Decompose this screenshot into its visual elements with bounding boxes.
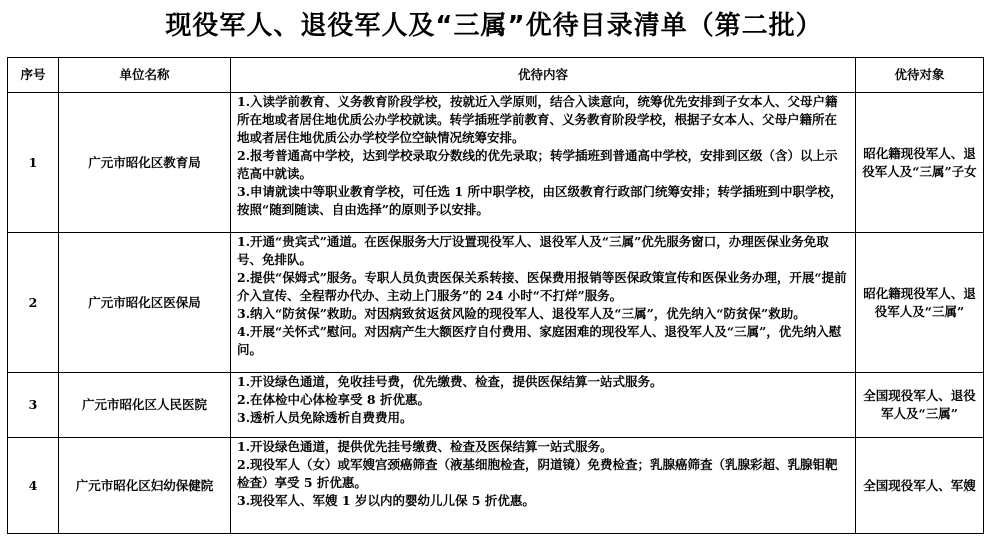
benefit-item: 3.纳入“防贫保”救助。对因病致贫返贫风险的现役军人、退役军人及“三属”，优先纳入“防贫保”救助。 [237,306,806,321]
row-number: 4 [8,438,59,534]
table-row [8,373,984,438]
benefit-content [231,93,856,233]
benefit-target: 昭化籍现役军人、退役军人及“三属” [856,233,984,373]
benefit-item: 2.报考普通高中学校，达到学校录取分数线的优先录取；转学插班到普通高中学校，安排到区级（含）以上示范高中就读。 [237,148,838,181]
table-header-row [8,58,984,93]
benefit-item: 1.开设绿色通道，免收挂号费，优先缴费、检查，提供医保结算一站式服务。 [237,374,663,389]
benefit-item: 3.透析人员免除透析自费费用。 [237,410,413,425]
row-number: 1 [8,93,59,233]
benefit-item: 2.在体检中心体检享受 8 折优惠。 [237,392,430,407]
benefit-item: 1.开设绿色通道，提供优先挂号缴费、检查及医保结算一站式服务。 [237,439,613,454]
table-row [8,233,984,373]
benefit-content [231,438,856,534]
row-number: 2 [8,233,59,373]
header-unit: 单位名称 [59,58,231,93]
benefits-table [7,57,984,534]
page-title: 现役军人、退役军人及“三属”优待目录清单（第二批） [165,11,823,41]
benefit-item: 2.提供“保姆式”服务。专职人员负责医保关系转接、医保费用报销等医保政策宣传和医保业务办理，开展“提前介入宣传、全程帮办代办、主动上门服务”的 24 小时“不打烊”服务。 [237,270,847,303]
table-row [8,93,984,233]
benefit-item: 3.申请就读中等职业教育学校，可任选 1 所中职学校，由区级教育行政部门统筹安排；转学插班到中职学校，按照“随到随读、自由选择”的原则予以安排。 [237,184,843,217]
benefit-content [231,233,856,373]
unit-name: 广元市昭化区妇幼保健院 [59,438,231,534]
benefit-item: 1.入读学前教育、义务教育阶段学校，按就近入学原则，结合入读意向，统筹优先安排到子女本人、父母户籍所在地或者居住地优质公办学校就读。转学插班学前教育、义务教育阶段学校，根据子女本人、父母户籍所在地或者居住地优质公办学校学位空缺情况统筹安排。 [237,94,838,145]
benefit-target: 昭化籍现役军人、退役军人及“三属”子女 [856,93,984,233]
unit-name: 广元市昭化区人民医院 [59,373,231,438]
unit-name: 广元市昭化区教育局 [59,93,231,233]
benefit-target: 全国现役军人、军嫂 [856,438,984,534]
header-content: 优待内容 [231,58,856,93]
unit-name: 广元市昭化区医保局 [59,233,231,373]
table-row [8,438,984,534]
benefit-target: 全国现役军人、退役军人及“三属” [856,373,984,438]
benefit-item: 1.开通“贵宾式”通道。在医保服务大厅设置现役军人、退役军人及“三属”优先服务窗口，办理医保业务免取号、免排队。 [237,234,829,267]
benefit-item: 2.现役军人（女）或军嫂宫颈癌筛查（液基细胞检查，阴道镜）免费检查；乳腺癌筛查（乳腺彩超、乳腺钼靶检查）享受 5 折优惠。 [237,457,838,490]
row-number: 3 [8,373,59,438]
benefit-item: 3.现役军人、军嫂 1 岁以内的婴幼儿儿保 5 折优惠。 [237,493,535,508]
header-no: 序号 [8,58,59,93]
benefit-item: 4.开展“关怀式”慰问。对因病产生大额医疗自付费用、家庭困难的现役军人、退役军人及“三属”，优先纳入慰问。 [237,324,842,357]
benefit-content [231,373,856,438]
header-target: 优待对象 [856,58,984,93]
